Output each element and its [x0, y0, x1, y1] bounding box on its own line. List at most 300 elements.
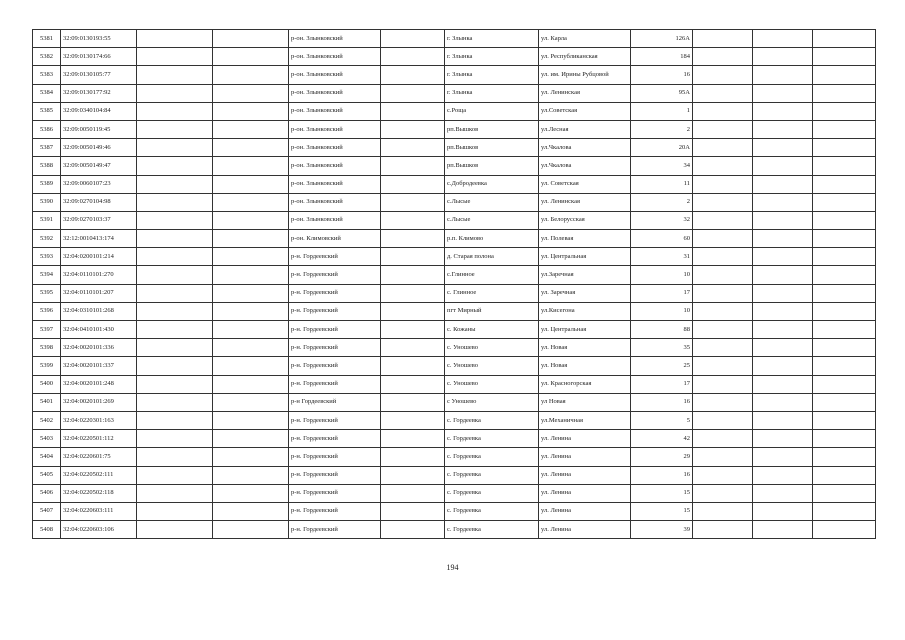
- empty-cell: [213, 502, 289, 520]
- empty-cell: [693, 230, 753, 248]
- empty-cell: [813, 84, 876, 102]
- empty-cell: [137, 284, 213, 302]
- empty-cell: [213, 157, 289, 175]
- table-row: [33, 230, 876, 248]
- locality-cell: с.Лысые: [445, 211, 539, 229]
- row-number: 5390: [33, 193, 61, 211]
- district-cell: р-н. Гордеевский: [289, 375, 381, 393]
- empty-cell: [213, 484, 289, 502]
- empty-cell: [813, 484, 876, 502]
- district-cell: р-он. Злынковский: [289, 48, 381, 66]
- empty-cell: [813, 193, 876, 211]
- cadastral-number: 32:09:0130193:55: [61, 30, 137, 48]
- street-cell: ул. Ленина: [539, 466, 631, 484]
- empty-cell: [213, 193, 289, 211]
- empty-cell: [213, 430, 289, 448]
- table-row: [33, 120, 876, 138]
- house-number-cell: 16: [631, 466, 693, 484]
- empty-cell: [813, 248, 876, 266]
- empty-cell: [693, 48, 753, 66]
- table-row: [33, 30, 876, 48]
- house-number-cell: 60: [631, 230, 693, 248]
- cadastral-number: 32:09:0340104:84: [61, 102, 137, 120]
- empty-cell: [381, 84, 445, 102]
- empty-cell: [381, 248, 445, 266]
- empty-cell: [693, 248, 753, 266]
- district-cell: р-н. Гордеевский: [289, 484, 381, 502]
- house-number-cell: 42: [631, 430, 693, 448]
- locality-cell: с. Гордеевка: [445, 502, 539, 520]
- cadastral-number: 32:12:0010413:174: [61, 230, 137, 248]
- empty-cell: [753, 66, 813, 84]
- empty-cell: [381, 357, 445, 375]
- empty-cell: [213, 302, 289, 320]
- table-row: [33, 357, 876, 375]
- locality-cell: с. Уношево: [445, 339, 539, 357]
- row-number: 5384: [33, 84, 61, 102]
- empty-cell: [813, 339, 876, 357]
- empty-cell: [381, 30, 445, 48]
- empty-cell: [813, 448, 876, 466]
- empty-cell: [813, 357, 876, 375]
- table-row: [33, 248, 876, 266]
- locality-cell: рп.Вышков: [445, 120, 539, 138]
- empty-cell: [693, 193, 753, 211]
- empty-cell: [137, 211, 213, 229]
- empty-cell: [137, 120, 213, 138]
- district-cell: р-н. Гордеевский: [289, 339, 381, 357]
- table-row: [33, 193, 876, 211]
- empty-cell: [137, 66, 213, 84]
- cadastral-number: 32:04:0220601:75: [61, 448, 137, 466]
- empty-cell: [753, 448, 813, 466]
- empty-cell: [213, 375, 289, 393]
- empty-cell: [693, 84, 753, 102]
- district-cell: р-н. Гордеевский: [289, 521, 381, 539]
- district-cell: р-н. Гордеевский: [289, 357, 381, 375]
- empty-cell: [813, 321, 876, 339]
- district-cell: р-он. Злынковский: [289, 120, 381, 138]
- empty-cell: [813, 521, 876, 539]
- empty-cell: [137, 266, 213, 284]
- empty-cell: [213, 48, 289, 66]
- empty-cell: [137, 102, 213, 120]
- row-number: 5393: [33, 248, 61, 266]
- street-cell: ул. им. Ирины Рубцовой: [539, 66, 631, 84]
- street-cell: ул Новая: [539, 393, 631, 411]
- empty-cell: [693, 120, 753, 138]
- cadastral-number: 32:04:0310101:268: [61, 302, 137, 320]
- cadastral-number: 32:04:0200101:214: [61, 248, 137, 266]
- empty-cell: [381, 302, 445, 320]
- empty-cell: [693, 66, 753, 84]
- cadastral-number: 32:04:0220301:163: [61, 411, 137, 429]
- cadastral-number: 32:04:0220603:111: [61, 502, 137, 520]
- empty-cell: [753, 157, 813, 175]
- empty-cell: [137, 375, 213, 393]
- locality-cell: д. Старая полона: [445, 248, 539, 266]
- empty-cell: [381, 193, 445, 211]
- empty-cell: [753, 120, 813, 138]
- empty-cell: [381, 411, 445, 429]
- empty-cell: [137, 248, 213, 266]
- locality-cell: рп.Вышков: [445, 157, 539, 175]
- empty-cell: [693, 484, 753, 502]
- cadastral-number: 32:04:0020101:336: [61, 339, 137, 357]
- empty-cell: [813, 375, 876, 393]
- locality-cell: с. Уношево: [445, 357, 539, 375]
- street-cell: ул.Заречная: [539, 266, 631, 284]
- empty-cell: [753, 357, 813, 375]
- register-table: [32, 29, 876, 539]
- street-cell: ул. Ленина: [539, 484, 631, 502]
- empty-cell: [213, 248, 289, 266]
- table-row: [33, 430, 876, 448]
- empty-cell: [137, 175, 213, 193]
- district-cell: р-н. Гордеевский: [289, 466, 381, 484]
- empty-cell: [381, 502, 445, 520]
- district-cell: р-он. Злынковский: [289, 157, 381, 175]
- empty-cell: [137, 466, 213, 484]
- cadastral-number: 32:04:0220501:112: [61, 430, 137, 448]
- empty-cell: [213, 448, 289, 466]
- street-cell: ул. Ленина: [539, 502, 631, 520]
- street-cell: ул. Заречная: [539, 284, 631, 302]
- empty-cell: [381, 375, 445, 393]
- empty-cell: [381, 448, 445, 466]
- house-number-cell: 184: [631, 48, 693, 66]
- street-cell: ул.Механичная: [539, 411, 631, 429]
- empty-cell: [693, 502, 753, 520]
- table-row: [33, 157, 876, 175]
- table-row: [33, 211, 876, 229]
- empty-cell: [753, 248, 813, 266]
- empty-cell: [381, 230, 445, 248]
- district-cell: р-н. Гордеевский: [289, 248, 381, 266]
- district-cell: р-он. Злынковский: [289, 30, 381, 48]
- locality-cell: рп.Вышков: [445, 139, 539, 157]
- house-number-cell: 15: [631, 502, 693, 520]
- empty-cell: [693, 448, 753, 466]
- row-number: 5404: [33, 448, 61, 466]
- locality-cell: с. Уношево: [445, 375, 539, 393]
- empty-cell: [693, 266, 753, 284]
- house-number-cell: 126А: [631, 30, 693, 48]
- street-cell: ул. Центральная: [539, 321, 631, 339]
- row-number: 5386: [33, 120, 61, 138]
- house-number-cell: 10: [631, 302, 693, 320]
- row-number: 5406: [33, 484, 61, 502]
- street-cell: ул. Новая: [539, 357, 631, 375]
- row-number: 5391: [33, 211, 61, 229]
- street-cell: ул. Ленина: [539, 521, 631, 539]
- empty-cell: [213, 411, 289, 429]
- empty-cell: [381, 48, 445, 66]
- empty-cell: [137, 448, 213, 466]
- empty-cell: [813, 284, 876, 302]
- district-cell: р-он. Злынковский: [289, 139, 381, 157]
- house-number-cell: 17: [631, 375, 693, 393]
- empty-cell: [137, 339, 213, 357]
- locality-cell: с. Гордеевка: [445, 448, 539, 466]
- empty-cell: [137, 30, 213, 48]
- empty-cell: [137, 430, 213, 448]
- table-row: [33, 66, 876, 84]
- empty-cell: [813, 230, 876, 248]
- empty-cell: [381, 66, 445, 84]
- empty-cell: [753, 30, 813, 48]
- empty-cell: [753, 230, 813, 248]
- house-number-cell: 16: [631, 66, 693, 84]
- cadastral-number: 32:09:0050149:46: [61, 139, 137, 157]
- locality-cell: с Уношево: [445, 393, 539, 411]
- street-cell: ул. Республиканская: [539, 48, 631, 66]
- empty-cell: [381, 102, 445, 120]
- empty-cell: [137, 411, 213, 429]
- empty-cell: [813, 430, 876, 448]
- locality-cell: г. Злынка: [445, 84, 539, 102]
- house-number-cell: 88: [631, 321, 693, 339]
- cadastral-number: 32:04:0220502:111: [61, 466, 137, 484]
- empty-cell: [693, 375, 753, 393]
- house-number-cell: 25: [631, 357, 693, 375]
- empty-cell: [693, 466, 753, 484]
- empty-cell: [381, 284, 445, 302]
- locality-cell: с. Кожаны: [445, 321, 539, 339]
- empty-cell: [753, 266, 813, 284]
- empty-cell: [693, 393, 753, 411]
- empty-cell: [693, 339, 753, 357]
- empty-cell: [137, 393, 213, 411]
- locality-cell: с.Добродеевка: [445, 175, 539, 193]
- empty-cell: [137, 230, 213, 248]
- empty-cell: [693, 521, 753, 539]
- empty-cell: [813, 102, 876, 120]
- district-cell: р-он. Злынковский: [289, 84, 381, 102]
- house-number-cell: 20А: [631, 139, 693, 157]
- empty-cell: [213, 266, 289, 284]
- table-row: [33, 175, 876, 193]
- table-row: [33, 466, 876, 484]
- table-row: [33, 484, 876, 502]
- locality-cell: г. Злынка: [445, 30, 539, 48]
- street-cell: ул.Кисегона: [539, 302, 631, 320]
- house-number-cell: 29: [631, 448, 693, 466]
- empty-cell: [213, 321, 289, 339]
- district-cell: р-н. Гордеевский: [289, 266, 381, 284]
- house-number-cell: 16: [631, 393, 693, 411]
- empty-cell: [753, 102, 813, 120]
- street-cell: ул. Центральная: [539, 248, 631, 266]
- cadastral-number: 32:04:0410101:430: [61, 321, 137, 339]
- empty-cell: [753, 211, 813, 229]
- table-row: [33, 339, 876, 357]
- empty-cell: [137, 321, 213, 339]
- empty-cell: [381, 175, 445, 193]
- cadastral-number: 32:09:0060107:23: [61, 175, 137, 193]
- row-number: 5387: [33, 139, 61, 157]
- empty-cell: [137, 84, 213, 102]
- table-row: [33, 48, 876, 66]
- locality-cell: г. Злынка: [445, 66, 539, 84]
- empty-cell: [813, 302, 876, 320]
- empty-cell: [753, 48, 813, 66]
- house-number-cell: 32: [631, 211, 693, 229]
- row-number: 5392: [33, 230, 61, 248]
- house-number-cell: 34: [631, 157, 693, 175]
- street-cell: ул. Ленина: [539, 448, 631, 466]
- table-row: [33, 448, 876, 466]
- locality-cell: с. Глинное: [445, 284, 539, 302]
- empty-cell: [753, 302, 813, 320]
- district-cell: р-он. Злынковский: [289, 175, 381, 193]
- empty-cell: [753, 393, 813, 411]
- empty-cell: [213, 284, 289, 302]
- row-number: 5402: [33, 411, 61, 429]
- empty-cell: [381, 139, 445, 157]
- empty-cell: [213, 102, 289, 120]
- empty-cell: [813, 30, 876, 48]
- empty-cell: [813, 175, 876, 193]
- row-number: 5388: [33, 157, 61, 175]
- street-cell: ул. Белорусская: [539, 211, 631, 229]
- row-number: 5394: [33, 266, 61, 284]
- row-number: 5389: [33, 175, 61, 193]
- street-cell: ул. Ленинская: [539, 84, 631, 102]
- cadastral-number: 32:09:0130174:66: [61, 48, 137, 66]
- district-cell: р-н. Гордеевский: [289, 284, 381, 302]
- district-cell: р-он. Злынковский: [289, 102, 381, 120]
- empty-cell: [137, 157, 213, 175]
- district-cell: р-н. Гордеевский: [289, 430, 381, 448]
- street-cell: ул.Советская: [539, 102, 631, 120]
- empty-cell: [137, 357, 213, 375]
- empty-cell: [381, 120, 445, 138]
- empty-cell: [213, 66, 289, 84]
- street-cell: ул. Красногорская: [539, 375, 631, 393]
- row-number: 5401: [33, 393, 61, 411]
- district-cell: р-он. Злынковский: [289, 193, 381, 211]
- district-cell: р-он. Злынковский: [289, 66, 381, 84]
- row-number: 5399: [33, 357, 61, 375]
- house-number-cell: 1: [631, 102, 693, 120]
- page-number: 194: [446, 563, 459, 572]
- empty-cell: [381, 466, 445, 484]
- empty-cell: [813, 139, 876, 157]
- cadastral-number: 32:04:0110101:207: [61, 284, 137, 302]
- table-row: [33, 321, 876, 339]
- empty-cell: [381, 430, 445, 448]
- district-cell: р-н. Гордеевский: [289, 502, 381, 520]
- empty-cell: [213, 30, 289, 48]
- empty-cell: [753, 521, 813, 539]
- cadastral-number: 32:09:0130105:77: [61, 66, 137, 84]
- empty-cell: [813, 120, 876, 138]
- empty-cell: [213, 84, 289, 102]
- empty-cell: [381, 321, 445, 339]
- empty-cell: [813, 266, 876, 284]
- locality-cell: с. Гордеевка: [445, 411, 539, 429]
- empty-cell: [137, 48, 213, 66]
- empty-cell: [693, 102, 753, 120]
- empty-cell: [753, 502, 813, 520]
- empty-cell: [381, 266, 445, 284]
- empty-cell: [753, 411, 813, 429]
- house-number-cell: 11: [631, 175, 693, 193]
- house-number-cell: 95А: [631, 84, 693, 102]
- locality-cell: с. Гордеевка: [445, 521, 539, 539]
- row-number: 5383: [33, 66, 61, 84]
- district-cell: р-н. Гордеевский: [289, 302, 381, 320]
- empty-cell: [693, 157, 753, 175]
- empty-cell: [381, 521, 445, 539]
- empty-cell: [753, 321, 813, 339]
- house-number-cell: 15: [631, 484, 693, 502]
- table-row: [33, 302, 876, 320]
- empty-cell: [753, 193, 813, 211]
- empty-cell: [213, 120, 289, 138]
- locality-cell: с. Гордеевка: [445, 430, 539, 448]
- cadastral-number: 32:09:0050119:45: [61, 120, 137, 138]
- empty-cell: [813, 157, 876, 175]
- empty-cell: [381, 211, 445, 229]
- empty-cell: [693, 284, 753, 302]
- table-row: [33, 139, 876, 157]
- row-number: 5382: [33, 48, 61, 66]
- empty-cell: [693, 302, 753, 320]
- house-number-cell: 35: [631, 339, 693, 357]
- row-number: 5407: [33, 502, 61, 520]
- empty-cell: [381, 484, 445, 502]
- empty-cell: [381, 393, 445, 411]
- empty-cell: [693, 175, 753, 193]
- empty-cell: [213, 339, 289, 357]
- locality-cell: г. Злынка: [445, 48, 539, 66]
- cadastral-number: 32:04:0020101:248: [61, 375, 137, 393]
- house-number-cell: 2: [631, 120, 693, 138]
- house-number-cell: 39: [631, 521, 693, 539]
- row-number: 5405: [33, 466, 61, 484]
- empty-cell: [137, 139, 213, 157]
- street-cell: ул.Лесная: [539, 120, 631, 138]
- table-row: [33, 102, 876, 120]
- empty-cell: [213, 211, 289, 229]
- cadastral-number: 32:09:0050149:47: [61, 157, 137, 175]
- street-cell: ул. Ленинская: [539, 193, 631, 211]
- row-number: 5396: [33, 302, 61, 320]
- row-number: 5381: [33, 30, 61, 48]
- locality-cell: пгт Мирный: [445, 302, 539, 320]
- empty-cell: [753, 466, 813, 484]
- table-row: [33, 502, 876, 520]
- locality-cell: с.Лысые: [445, 193, 539, 211]
- locality-cell: с.Глинное: [445, 266, 539, 284]
- empty-cell: [753, 284, 813, 302]
- cadastral-number: 32:04:0020101:337: [61, 357, 137, 375]
- table-row: [33, 375, 876, 393]
- empty-cell: [753, 430, 813, 448]
- house-number-cell: 5: [631, 411, 693, 429]
- locality-cell: р.п. Климово: [445, 230, 539, 248]
- street-cell: ул.Чкалова: [539, 157, 631, 175]
- district-cell: р-н. Гордеевский: [289, 448, 381, 466]
- empty-cell: [813, 502, 876, 520]
- street-cell: ул. Новая: [539, 339, 631, 357]
- empty-cell: [693, 357, 753, 375]
- table-row: [33, 266, 876, 284]
- district-cell: р-он. Климовский: [289, 230, 381, 248]
- street-cell: ул.Чкалова: [539, 139, 631, 157]
